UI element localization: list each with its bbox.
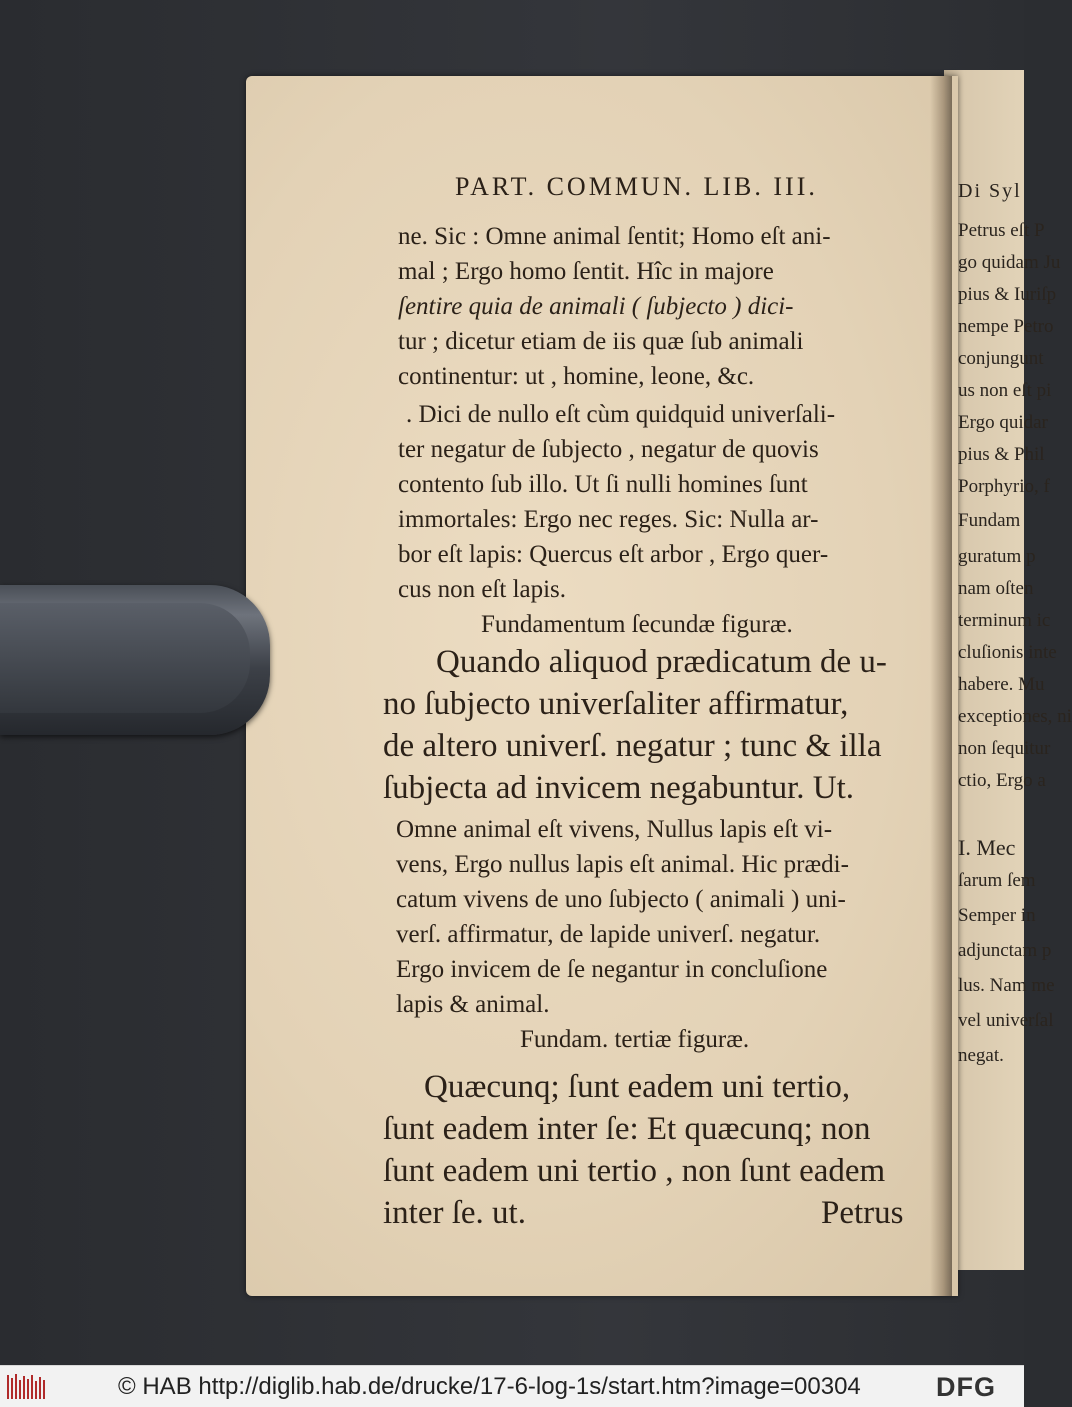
right-page-line: Semper in (958, 905, 1036, 926)
right-page-line: Di Syl (958, 180, 1022, 202)
text-line: continentur: ut , homine, leone, &c. (398, 363, 755, 390)
page-gutter (930, 76, 952, 1296)
text-line-large: no ſubjecto univerſaliter affirmatur, (383, 686, 849, 722)
right-page-line: guratum p (958, 546, 1036, 567)
section-heading: Fundam. tertiæ figuræ. (520, 1026, 750, 1053)
book-page (246, 76, 958, 1296)
catchword: Petrus (821, 1195, 904, 1231)
right-page-line: us non eſt pi (958, 380, 1052, 401)
right-page-line: Ergo quidar (958, 412, 1048, 433)
text-line: mal ; Ergo homo ſentit. Hîc in majore (398, 258, 774, 285)
right-page-line: vel univerſal (958, 1010, 1054, 1031)
text-line-large: ſunt eadem uni tertio , non ſunt eadem (383, 1153, 886, 1189)
text-line: tur ; dicetur etiam de iis quæ ſub animali (398, 328, 804, 355)
text-line: verſ. affirmatur, de lapide univerſ. negatur. (396, 921, 821, 948)
section-heading: Fundamentum ſecundæ figuræ. (481, 611, 793, 638)
bookmark-clip-inner (0, 603, 250, 713)
right-page-line: non ſequitur (958, 738, 1051, 759)
right-page-line: pius & Iuriſp (958, 284, 1057, 305)
text-line-large: ſubjecta ad invicem negabuntur. Ut. (383, 770, 855, 806)
footer-bar (0, 1365, 1024, 1407)
right-page-line: Petrus eſt P (958, 220, 1045, 241)
text-line-large: Quæcunq; ſunt eadem uni tertio, (424, 1069, 851, 1105)
right-page-line: Fundam (958, 510, 1021, 531)
text-line-large: inter ſe. ut. (383, 1195, 526, 1231)
text-line-large: Quando aliquod prædicatum de u- (436, 644, 887, 680)
text-line: Omne animal eſt vivens, Nullus lapis eſt vi- (396, 816, 833, 843)
right-page-line: lus. Nam me (958, 975, 1055, 996)
right-page-line: nempe Petro (958, 316, 1054, 337)
right-page-line: habere. Mu (958, 674, 1045, 695)
text-line: ne. Sic : Omne animal ſentit; Homo eſt ani- (398, 223, 831, 250)
text-line: ter negatur de ſubjecto , negatur de quovis (398, 436, 819, 463)
text-line-large: ſunt eadem inter ſe: Et quæcunq; non (383, 1111, 871, 1147)
text-line: ſentire quia de animali ( ſubjecto ) dici- (398, 293, 794, 320)
copyright-url[interactable]: © HAB http://diglib.hab.de/drucke/17-6-log-1s/start.htm?image=00304 (118, 1373, 861, 1400)
right-page-line: go quidam Ju (958, 252, 1061, 273)
right-page-line: conjungunt (958, 348, 1044, 369)
text-line: cus non eſt lapis. (398, 576, 567, 603)
right-page-line: adjunctam p (958, 940, 1052, 961)
text-line: contento ſub illo. Ut ſi nulli homines ſunt (398, 471, 808, 498)
right-page-line: nam oſten (958, 578, 1034, 599)
text-line: . Dici de nullo eſt cùm quidquid univerſali- (406, 401, 836, 428)
text-line: immortales: Ergo nec reges. Sic: Nulla ar- (398, 506, 819, 533)
right-page-line: ctio, Ergo a (958, 770, 1046, 791)
text-line: Ergo invicem de ſe negantur in concluſione (396, 956, 828, 983)
text-line: lapis & animal. (396, 991, 550, 1018)
hab-logo-icon (6, 1372, 46, 1402)
right-page-line: pius & Phil (958, 444, 1045, 465)
right-page-line: ſarum ſem (958, 870, 1036, 891)
text-line: vens, Ergo nullus lapis eſt animal. Hic prædi- (396, 851, 849, 878)
right-page-line: terminum ic (958, 610, 1051, 631)
text-line: catum vivens de uno ſubjecto ( animali ) uni- (396, 886, 846, 913)
right-page-line: cluſionis inte (958, 642, 1057, 663)
right-page-line: Porphyrio, f (958, 476, 1050, 497)
text-line: bor eſt lapis: Quercus eſt arbor , Ergo quer- (398, 541, 829, 568)
text-line-large: de altero univerſ. negatur ; tunc & illa (383, 728, 882, 764)
running-head: PART. COMMUN. LIB. III. (455, 172, 818, 201)
dfg-logo-icon: DFG (936, 1372, 996, 1402)
right-page-line: exceptiones, ni (958, 706, 1072, 727)
right-page-line: negat. (958, 1045, 1004, 1066)
right-page-line: I. Mec (958, 835, 1016, 860)
